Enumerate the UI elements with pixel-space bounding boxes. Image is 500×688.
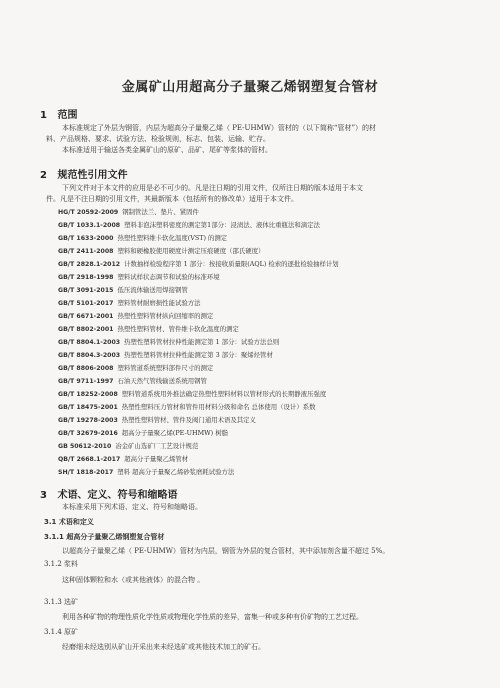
paragraph: 本标准适用于输送各类金属矿山的原矿、品矿、尾矿等浆体的管材。 (62, 146, 272, 154)
section-1-heading (40, 106, 77, 121)
reference-item: GB/T 1033.1-2008 塑料非泡沫塑料密度的测定第1部分：浸渍法、液体比重瓶法和滴定法 (58, 221, 320, 229)
subsection-heading: 3.1 术语和定义 (44, 518, 94, 526)
reference-item: GB/T 9711-1997 石油天然气管线输送系统用钢管 (58, 377, 207, 385)
reference-item: GB/T 5101-2017 塑料管材耐磨损性能试验方法 (58, 299, 201, 307)
reference-item: GB/T 18252-2008 塑料管道系统用外推法确定热塑性塑料材料以管材形式的长期静液压强度 (58, 390, 327, 398)
reference-item: GB/T 8802-2001 热塑性塑料管材、管件维卡软化温度的测定 (58, 325, 239, 333)
reference-item: GB/T 18475-2001 热塑性塑料压力管材和管件用材料分级和命名 总体使用（设计）系数 (58, 403, 316, 411)
reference-item: GB/T 6671-2001 热塑性塑料管材纵向回缩率的测定 (58, 312, 214, 320)
definition-text: 这种固体颗粒和水（或其他液体）的混合物 。 (62, 576, 205, 584)
section-number: 3 (40, 490, 47, 501)
section-3-heading (40, 486, 177, 501)
paragraph: 本标准规定了外层为钢管，内层为超高分子量聚乙烯（ PE-UHMW）管材的（以下简称“管材”）的材 (62, 124, 377, 132)
section-title: 范围 (57, 110, 78, 121)
document-title: 金属矿山用超高分子量聚乙烯钢塑复合管材 (121, 80, 379, 95)
definition-text: 利用各种矿物的物理性质化学性质或物理化学性质的差异，富集一种或多种有价矿物的工艺过程。 (62, 613, 363, 621)
reference-item: GB/T 32679-2016 超高分子量聚乙烯(PE-UHMW) 树脂 (58, 429, 228, 437)
reference-item: GB/T 2411-2008 塑料和硬橡胶使用硬度计测定压痕硬度（邵氏硬度） (58, 247, 265, 255)
reference-item: GB/T 19278-2003 热塑性塑料管材、管件及阀门通用术语及其定义 (58, 416, 256, 424)
section-title: 规范性引用文件 (57, 170, 128, 181)
definition-text: 经磨细未经选别从矿山开采出来未经选矿或其他技术加工的矿石。 (62, 643, 265, 651)
reference-item: GB/T 1633-2000 热塑性塑料维卡软化温度(VST) 的测定 (58, 234, 228, 242)
reference-item: GB/T 2918-1998 塑料试样状态调节和试验的标准环境 (58, 273, 220, 281)
definition-text: 以超高分子量聚乙烯（ PE-UHMW）管材为内层，钢管为外层的复合管材，其中添加剂含量不超过 5%。 (62, 547, 390, 555)
reference-item: GB/T 3091-2015 低压流体输送用焊接钢管 (58, 286, 188, 294)
subsection-heading: 3.1.3 选矿 (44, 598, 79, 606)
paragraph: 下列文件对于本文件的应用是必不可少的。凡是注日期的引用文件，仅所注日期的版本适用于本文 (62, 184, 363, 192)
reference-item: GB/T 2828.1-2012 计数抽样检验程序第 1 部分：按接收质量限(AQL) 检索的逐批检验抽样计划 (58, 260, 339, 268)
section-title: 术语、定义、符号和缩略语 (57, 490, 178, 501)
subsection-heading: 3.1.1 超高分子量聚乙烯钢塑复合管材 (44, 533, 165, 541)
reference-item: GB 50612-2010 冶金矿山选矿厂工艺设计规范 (58, 442, 199, 450)
section-number: 1 (40, 110, 47, 121)
paragraph: 本标准采用下列术语、定义、符号和缩略语。 (62, 503, 202, 511)
paragraph: 件。凡是不注日期的引用文件，其最新版本（包括所有的修改单）适用于本文件。 (46, 195, 298, 203)
reference-item: HG/T 20592-2009 钢制管法兰、垫片、紧固件 (58, 208, 199, 216)
subsection-heading: 3.1.4 原矿 (44, 628, 79, 636)
section-2-heading (40, 166, 127, 181)
reference-item: SH/T 1818-2017 塑料 超高分子量聚乙烯砂浆磨耗试验方法 (58, 468, 235, 476)
reference-item: GB/T 8804.3-2003 热塑性塑料管材拉伸性能测定第 3 部分：聚烯烃管材 (58, 351, 273, 359)
section-number: 2 (40, 170, 47, 181)
reference-item: GB/T 8804.1-2003 热塑性塑料管材拉伸性能测定第 1 部分：试验方法总则 (58, 338, 280, 346)
paragraph: 料、产品规格、要求、试验方法、检验规则，标志、包装、运输、贮存。 (46, 135, 270, 143)
reference-item: GB/T 8806-2008 塑料管道系统塑料部件尺寸的测定 (58, 364, 214, 372)
reference-item: QB/T 2668.1-2017 超高分子量聚乙烯管材 (58, 455, 189, 463)
subsection-heading: 3.1.2 浆料 (44, 560, 79, 568)
